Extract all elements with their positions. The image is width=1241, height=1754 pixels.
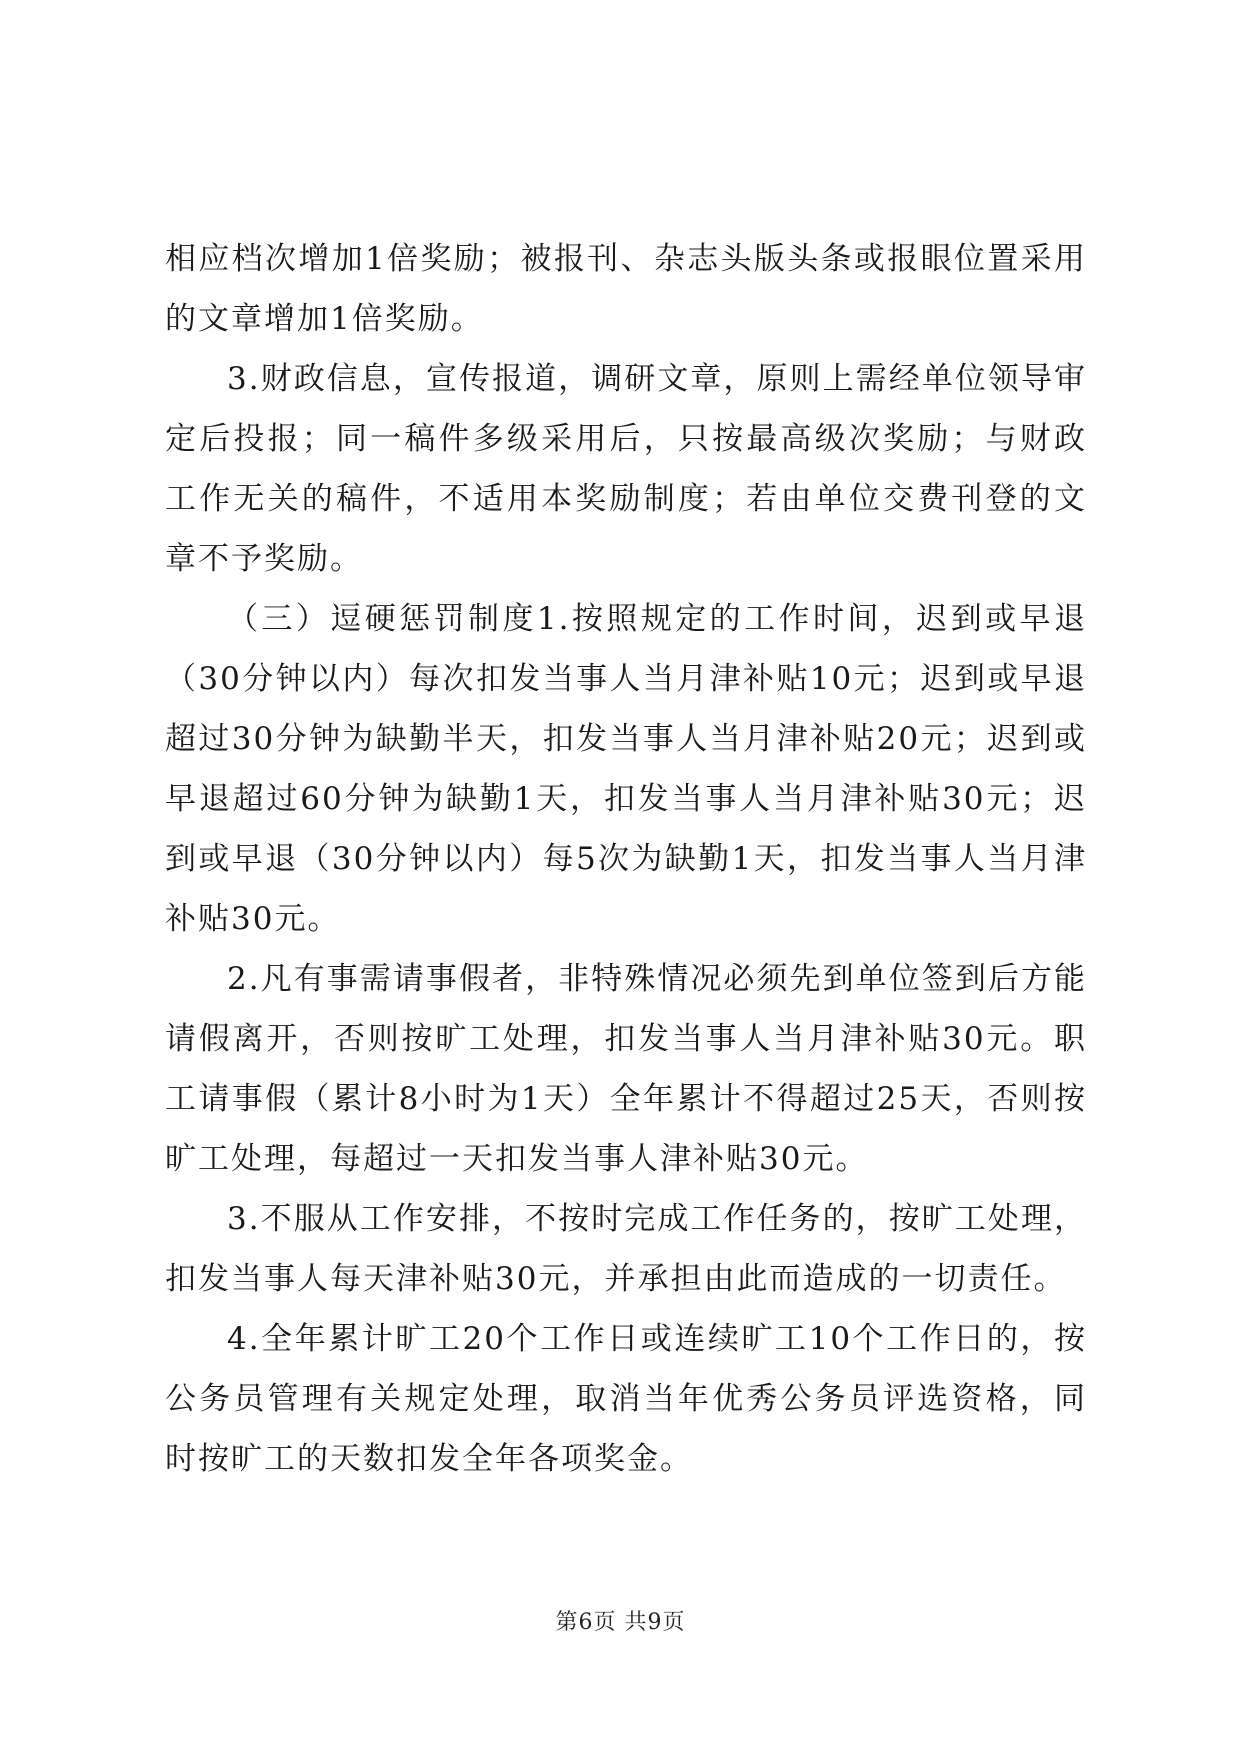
paragraph-continuation: 相应档次增加1倍奖励；被报刊、杂志头版头条或报眼位置采用的文章增加1倍奖励。 <box>165 241 1087 337</box>
paragraph-penalty-item-3: 3.不服从工作安排，不按时完成工作任务的，按旷工处理，扣发当事人每天津补贴30元，并承担由此而造成的一切责任。 <box>165 1201 1087 1297</box>
document-body <box>165 229 1087 1489</box>
page-number-footer: 第6页 共9页 <box>555 1610 686 1635</box>
paragraph-penalty-item-4: 4.全年累计旷工20个工作日或连续旷工10个工作日的，按公务员管理有关规定处理，取消当年优秀公务员评选资格，同时按旷工的天数扣发全年各项奖金。 <box>165 1321 1087 1477</box>
paragraph-item-3-reward: 3.财政信息，宣传报道，调研文章，原则上需经单位领导审定后投报；同一稿件多级采用后，只按最高级次奖励；与财政工作无关的稿件，不适用本奖励制度；若由单位交费刊登的文章不予奖励。 <box>165 361 1087 577</box>
paragraph-penalty-section: （三）逗硬惩罚制度1.按照规定的工作时间，迟到或早退（30分钟以内）每次扣发当事人当月津补贴10元；迟到或早退超过30分钟为缺勤半天，扣发当事人当月津补贴20元；迟到或早退超过60分钟为缺勤1天，扣发当事人当月津补贴30元；迟到或早退（30分钟以内）每5次为缺勤1天，扣发当事人当月津补贴30元。 <box>165 601 1087 937</box>
paragraph-penalty-item-2: 2.凡有事需请事假者，非特殊情况必须先到单位签到后方能请假离开，否则按旷工处理，扣发当事人当月津补贴30元。职工请事假（累计8小时为1天）全年累计不得超过25天，否则按旷工处理，每超过一天扣发当事人津补贴30元。 <box>165 961 1087 1177</box>
